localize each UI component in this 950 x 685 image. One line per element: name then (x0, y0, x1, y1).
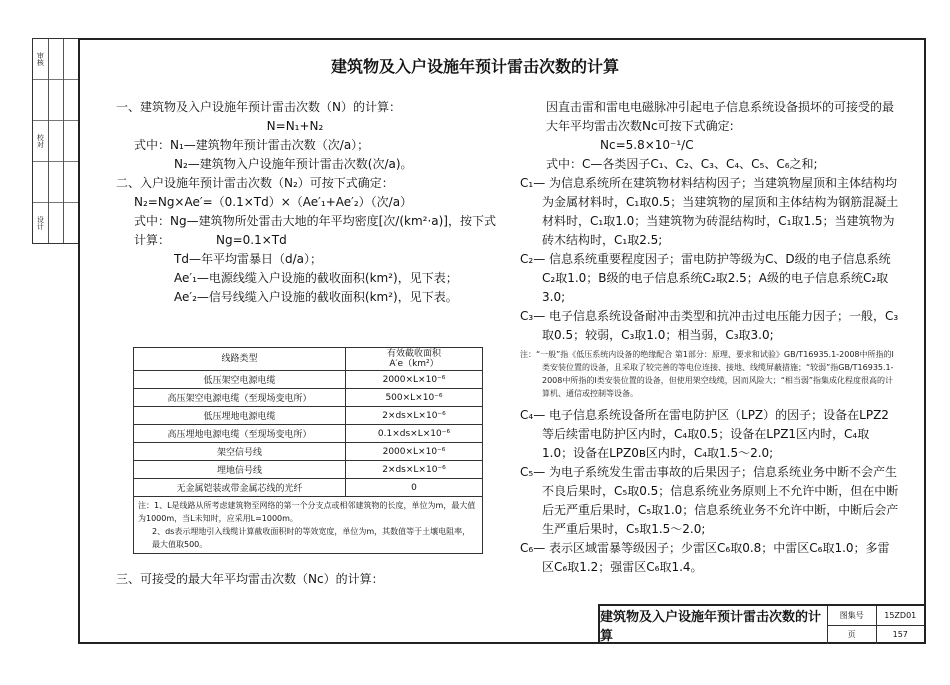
left-column (116, 98, 496, 307)
row-type: 埋地信号线 (134, 461, 346, 479)
sidebar-cell (64, 162, 79, 203)
table-header-row (134, 348, 483, 371)
section3-heading: 三、可接受的最大年平均雷击次数（Nc）的计算： (116, 572, 384, 586)
nc-formula: Nc=5.8×10⁻¹/C (600, 138, 694, 152)
table-notes (134, 497, 483, 554)
section2-formula: N₂=Ng×Ae′=（0.1×Td）×（Ae′₁+Ae′₂）（次/a） (134, 195, 413, 209)
table-header-type: 线路类型 (134, 348, 346, 371)
table-row (134, 479, 483, 497)
section2-ae2: Ae′₂—信号线缆入户设施的截收面积(km²)，见下表。 (174, 290, 458, 304)
row-type: 架空信号线 (134, 443, 346, 461)
row-area: 500×L×10⁻⁶ (346, 389, 483, 407)
row-area: 2×ds×L×10⁻⁶ (346, 461, 483, 479)
row-area: 0 (346, 479, 483, 497)
table-row (134, 443, 483, 461)
right-column (520, 98, 900, 577)
sidebar-cell (33, 162, 48, 203)
table-note-2: 2、ds表示埋地引入线缆计算截收面积时的等效宽度，单位为m，其数值等于土壤电阻率，最大值取500。 (152, 527, 471, 549)
section2-calc-label: 计算： (134, 233, 171, 247)
sidebar-cell: 设计 (36, 216, 45, 230)
row-area: 2000×L×10⁻⁶ (346, 443, 483, 461)
title-block (598, 604, 924, 644)
section2-calc (116, 231, 474, 250)
factor-c3: C₃— 电子信息系统设备耐冲击类型和抗冲击过电压能力因子；一般，C₃取0.5；较弱，C₃取1.0；相当弱，C₃取3.0; (520, 309, 899, 342)
table-note-1: 注：1、L是线路从所考虑建筑物至网络的第一个分支点或相邻建筑物的长度，单位为m，最大值为1000m，当L未知时，应采用L=1000m。 (138, 501, 476, 523)
row-type: 低压架空电源电缆 (134, 371, 346, 389)
row-area: 2×ds×L×10⁻⁶ (346, 407, 483, 425)
factor-c1: C₁— 为信息系统所在建筑物材料结构因子；当建筑物屋顶和主体结构均为金属材料时，C₁取0.5；当建筑物的屋顶和主体结构为钢筋混凝土材料时，C₁取1.0；当建筑物为砖混结构时，C₁取1.5；当建筑物为砖木结构时，C₁取2.5; (520, 176, 899, 247)
row-type: 高压架空电源电缆（至现场变电所） (134, 389, 346, 407)
section2-heading: 二、入户设施年预计雷击次数（N₂）可按下式确定： (116, 176, 394, 190)
sidebar-cell (33, 80, 48, 121)
sidebar-cell: 校对 (33, 121, 48, 162)
table-header-area (346, 348, 483, 371)
table-notes-row (134, 497, 483, 554)
factor-c4: C₄— 电子信息系统设备所在雷电防护区（LPZ）的因子；设备在LPZ2等后续雷电防护区内时，C₄取0.5；设备在LPZ1区内时，C₄取1.0；设备在LPZ0ʙ区内时，C₄取1.5～2.0; (520, 408, 889, 460)
table-row (134, 461, 483, 479)
sidebar-cell (64, 80, 79, 121)
sidebar-cell: 审核 (33, 39, 48, 80)
c3-note: 注：“一般”指《低压系统内设备的绝缘配合 第1部分：原理、要求和试验》GB/T16935.1-2008中所指的Ⅰ类安装位置的设备，且采取了较完善的等电位连接、接地、线缆屏蔽措施；“较弱”指GB/T16935.1-2008中所指的Ⅰ类安装位置的设备，但使用架空线缆，因而风险大；“相当弱”指集成化程度很高的计算机、通信或控制等设备。 (520, 350, 894, 398)
row-type: 无金属铠装或带金属芯线的光纤 (134, 479, 346, 497)
page-title: 建筑物及入户设施年预计雷击次数的计算 (330, 57, 619, 76)
sidebar-cell (64, 121, 79, 162)
section1-heading: 一、建筑物及入户设施年预计雷击次数（N）的计算： (116, 100, 401, 114)
title-block-meta (828, 606, 924, 644)
row-type: 高压埋地电源电缆（至现场变电所） (134, 425, 346, 443)
factor-c2: C₂— 信息系统重要程度因子；雷电防护等级为C、D级的电子信息系统C₂取1.0；B级的电子信息系统C₂取2.5；A级的电子信息系统C₂取3.0; (520, 252, 891, 304)
section1-n2: N₂—建筑物入户设施年预计雷击次数(次/a)。 (174, 157, 413, 171)
intro-paragraph: 因直击雷和雷电电磁脉冲引起电子信息系统设备损坏的可接受的最大年平均雷击次数Nc可按下式确定: (546, 100, 895, 133)
atlas-number-row (828, 606, 924, 626)
sidebar-cell (64, 203, 79, 243)
table-row (134, 389, 483, 407)
atlas-number-value: 15ZD01 (884, 610, 917, 620)
sidebar-cell (49, 121, 64, 162)
title-block-title: 建筑物及入户设施年预计雷击次数的计算 (600, 606, 828, 644)
section1-n1: 式中：N₁—建筑物年预计雷击次数（次/a）； (134, 138, 370, 152)
sidebar-cell (49, 80, 64, 121)
atlas-number-label: 图集号 (828, 606, 877, 625)
page-number-value: 157 (892, 630, 908, 640)
table-row (134, 407, 483, 425)
c-definition: 式中：C—各类因子C₁、C₂、C₃、C₄、C₅、C₆之和; (546, 157, 818, 171)
interception-area-table (133, 347, 483, 554)
factor-c6: C₆— 表示区域雷暴等级因子；少雷区C₆取0.8；中雷区C₆取1.0；多雷区C₆取1.2；强雷区C₆取1.4。 (520, 541, 890, 574)
page-number-label: 页 (828, 626, 877, 645)
section2-calc-formula: Ng=0.1×Td (216, 233, 287, 247)
sidebar-cell (49, 162, 64, 203)
row-area: 0.1×ds×L×10⁻⁶ (346, 425, 483, 443)
table-row (134, 371, 483, 389)
section1-formula: N=N₁+N₂ (266, 119, 324, 133)
table-header-area-line2: A′e（km²） (389, 359, 439, 369)
page-number-row (828, 626, 924, 645)
sidebar-cell (49, 203, 64, 243)
section2-ae1: Ae′₁—电源线缆入户设施的截收面积(km²)，见下表； (174, 271, 458, 285)
row-area: 2000×L×10⁻⁶ (346, 371, 483, 389)
table-header-area-line1: 有效截收面积 (386, 349, 441, 359)
factor-c5: C₅— 为电子系统发生雷击事故的后果因子；信息系统业务中断不会产生不良后果时，C₅取0.5；信息系统业务原则上不允许中断，但在中断后无严重后果时，C₅取1.0；信息系统业务不允许中断，中断后会产生严重后果时，C₅取1.5～2.0; (520, 465, 899, 536)
section2-td: Td—年平均雷暴日（d/a）； (174, 252, 322, 266)
section2-ng: 式中：Ng—建筑物所处雷击大地的年平均密度[次/(km²·a)]，按下式 (134, 214, 496, 228)
row-type: 低压埋地电源电缆 (134, 407, 346, 425)
table-row (134, 425, 483, 443)
